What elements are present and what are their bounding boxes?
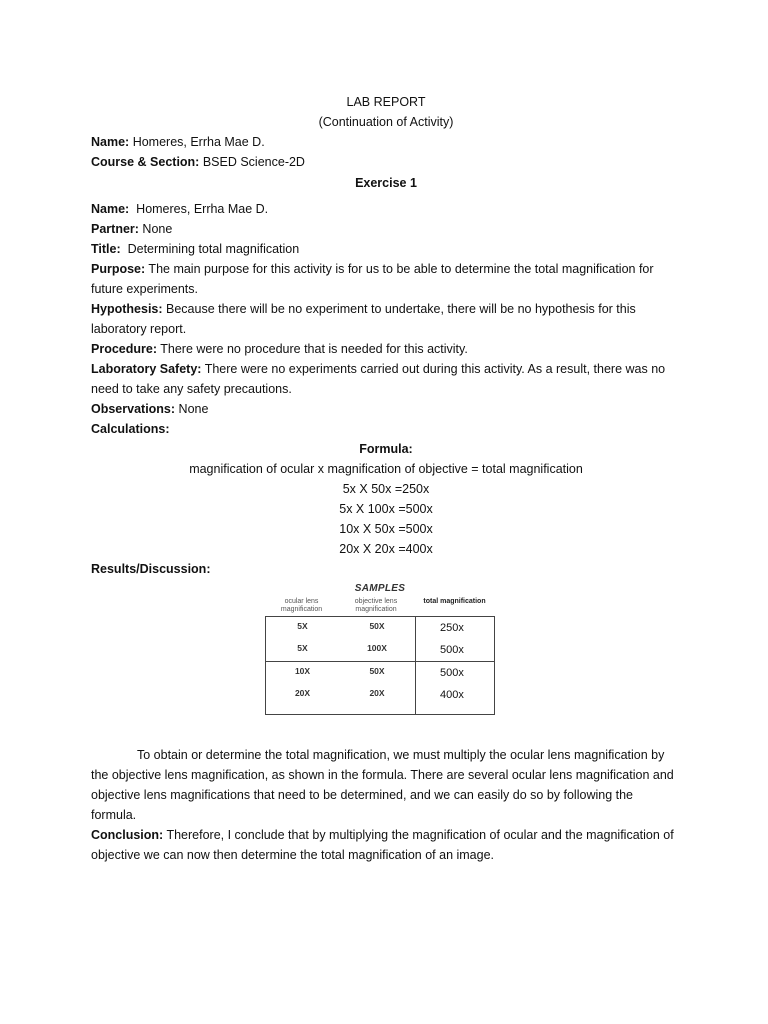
table-cell xyxy=(266,617,416,662)
objective-value: 20X xyxy=(369,688,385,698)
course-label: Course & Section: xyxy=(91,155,200,169)
conclusion-paragraph xyxy=(91,825,681,865)
sample-pair xyxy=(266,617,415,639)
observations-value: None xyxy=(175,402,209,416)
formula-block xyxy=(91,439,681,559)
calc-line: 5x X 100x =500x xyxy=(339,502,433,516)
results-label: Results/Discussion: xyxy=(91,562,211,576)
partner-label: Partner: xyxy=(91,222,139,236)
title-label: Title: xyxy=(91,242,121,256)
observations-label: Observations: xyxy=(91,402,176,416)
header-total: total magnification xyxy=(423,598,486,605)
exercise-title: Exercise 1 xyxy=(355,176,417,190)
calc-line: 5x X 50x =250x xyxy=(342,482,430,496)
header-ocular: ocular lens magnification xyxy=(280,598,323,613)
sample-pair xyxy=(266,684,415,714)
total-value: 500x xyxy=(440,644,464,656)
report-subtitle: (Continuation of Activity) xyxy=(318,115,454,129)
samples-header-row xyxy=(265,598,495,614)
ocular-value: 10X xyxy=(294,666,311,676)
hypothesis-value: Because there will be no experiment to undertake, there will be no hypothesis for this laboratory report. xyxy=(91,302,636,336)
safety-label: Laboratory Safety: xyxy=(91,362,202,376)
title-line xyxy=(91,239,681,259)
conclusion-value: Therefore, I conclude that by multiplying the magnification of ocular and the magnification of objective we can now then determine the total magnification of an image. xyxy=(91,828,674,862)
course-line xyxy=(91,152,681,172)
header-objective: objective lens magnification xyxy=(354,598,398,613)
objective-value: 100X xyxy=(367,643,387,653)
objective-value: 50X xyxy=(369,666,385,676)
purpose-value: The main purpose for this activity is for us to be able to determine the total magnification for future experiments. xyxy=(91,262,654,296)
top-name-line xyxy=(91,132,681,152)
procedure-paragraph xyxy=(91,339,681,359)
document-body xyxy=(91,92,681,865)
name-label: Name: xyxy=(91,202,130,216)
partner-value: None xyxy=(138,222,173,236)
calc-line: 20x X 20x =400x xyxy=(339,542,433,556)
calc-line: 10x X 50x =500x xyxy=(339,522,433,536)
total-value: 500x xyxy=(440,667,464,679)
samples-title: SAMPLES xyxy=(354,583,406,594)
name-value: Homeres, Errha Mae D. xyxy=(129,202,269,216)
safety-value: There were no experiments carried out during this activity. As a result, there was no need to take any safety precautions. xyxy=(91,362,666,396)
calculations-label: Calculations: xyxy=(91,422,170,436)
ocular-value: 5X xyxy=(297,643,308,653)
table-row xyxy=(266,617,495,662)
top-name-value: Homeres, Errha Mae D. xyxy=(129,135,265,149)
formula-text: magnification of ocular x magnification of objective = total magnification xyxy=(189,462,583,476)
table-row xyxy=(266,662,495,715)
purpose-paragraph xyxy=(91,259,681,299)
title-value: Determining total magnification xyxy=(120,242,300,256)
hypothesis-paragraph xyxy=(91,299,681,339)
name-line xyxy=(91,199,681,219)
total-value: 250x xyxy=(440,622,464,634)
conclusion-label: Conclusion: xyxy=(91,828,164,842)
report-title: LAB REPORT xyxy=(346,95,426,109)
samples-table-image xyxy=(265,583,495,743)
procedure-label: Procedure: xyxy=(91,342,157,356)
objective-value: 50X xyxy=(369,621,385,631)
ocular-value: 20X xyxy=(294,688,311,698)
table-cell xyxy=(416,617,495,662)
course-value: BSED Science-2D xyxy=(199,155,305,169)
table-cell xyxy=(416,662,495,715)
total-value: 400x xyxy=(440,689,464,701)
sample-pair xyxy=(266,639,415,661)
observations-line xyxy=(91,399,681,419)
partner-line xyxy=(91,219,681,239)
formula-label: Formula: xyxy=(359,442,413,456)
table-cell xyxy=(266,662,416,715)
top-name-label: Name: xyxy=(91,135,130,149)
hypothesis-label: Hypothesis: xyxy=(91,302,163,316)
procedure-value: There were no procedure that is needed for this activity. xyxy=(157,342,468,356)
purpose-label: Purpose: xyxy=(91,262,146,276)
ocular-value: 5X xyxy=(297,621,308,631)
sample-pair xyxy=(266,662,415,684)
discussion-paragraph: To obtain or determine the total magnification, we must multiply the ocular lens magnification by the objective lens magnification, as shown in the formula. There are several ocular lens magnification and objective lens magnifications that need to be determined, and we can easily do so by following the formula. xyxy=(91,748,674,822)
samples-table xyxy=(265,616,495,715)
safety-paragraph xyxy=(91,359,681,399)
